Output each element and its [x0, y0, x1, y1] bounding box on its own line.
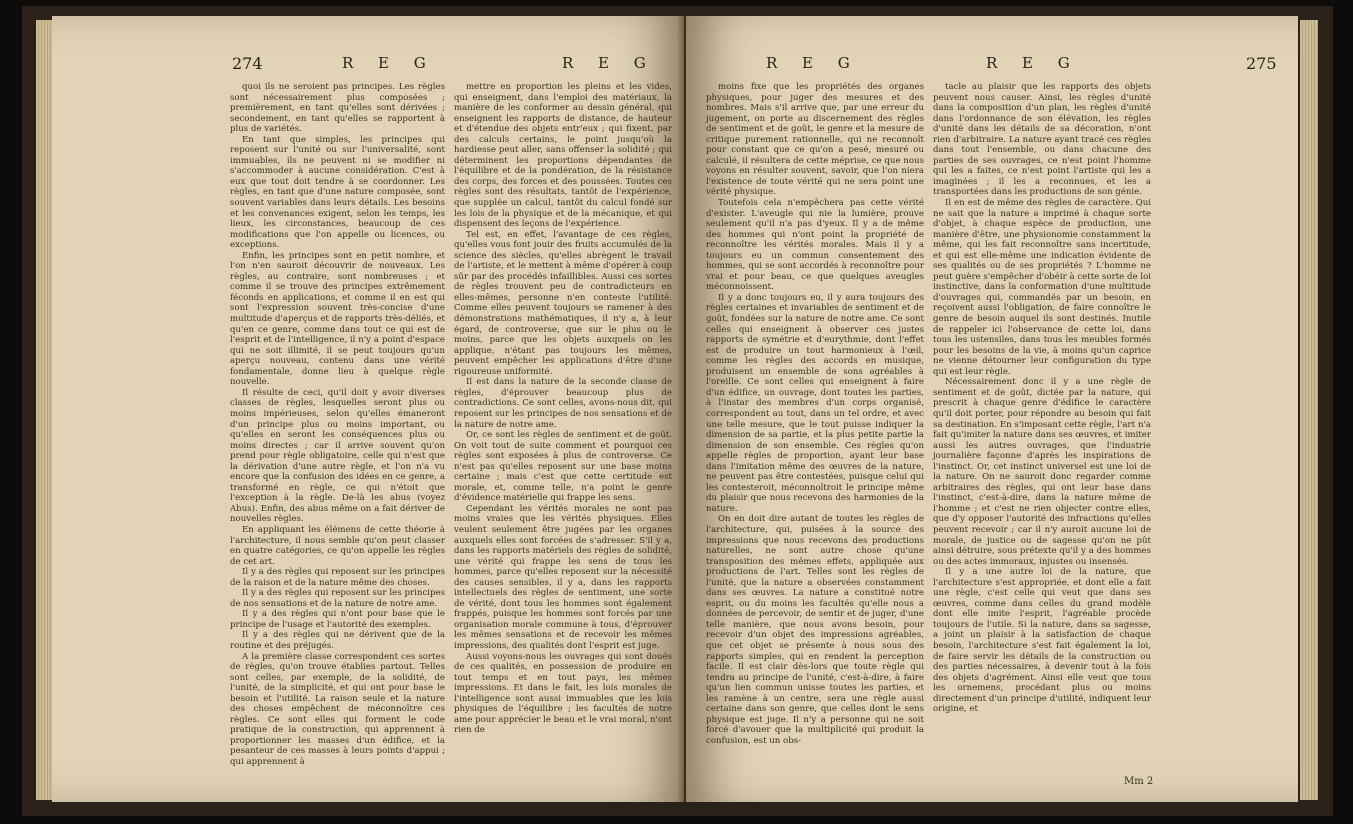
text-column-2 — [454, 82, 672, 736]
text-column-1 — [706, 82, 924, 746]
paragraph: Il y a donc toujours eu, il y aura toujours des règles certaines et invariables de sentiment et de goût, fondées sur la nature de notre ame. Ce sont celles qui enseignent à observer ces justes rapports de symétrie et d'eurythmie, dont l'effet est de produire un tout harmonieux à l'œil, comme les règles des accords en musique, produisent un ensemble de sons agréables à l'oreille. Ce sont celles qui enseignent à faire d'un édifice, un ouvrage, dont toutes les parties, à l'instar des membres d'un corps organisé, correspondent au tout, dans un tel ordre, et avec une telle mesure, que le tout puisse indiquer la dimension de sa partie, et la plus petite partie la dimension de son ensemble. Ces règles qu'on appelle règles de proportion, ayant leur base dans l'imitation même des œuvres de la nature, ne peuvent pas être contestées, puisque celui qui les contesteroit, méconnoîtroit le principe même du plaisir que nous recevons des harmonies de la nature. — [706, 292, 924, 514]
running-head: R E G — [766, 54, 860, 72]
left-page — [52, 16, 684, 802]
paragraph: Il y a des règles qui ne dérivent que de la routine et des préjugés. — [230, 630, 445, 651]
paragraph: Cependant les vérités morales ne sont pas moins vraies que les vérités physiques. Elles veulent seulement être jugées par les organes auxquels elles sont forcées de s'adresser. S'il y a, dans les rapports matériels des règles de solidité, une vérité qui frappe les sens de tous les hommes, parce qu'elles reposent sur la nécessité des causes sensibles, il y a, dans les rapports intellectuels des règles de sentiment, une sorte de vérité, dont tous les hommes sont également frappés, puisque les hommes sont forcés par une organisation morale commune à tous, d'éprouver les mêmes sensations et de recevoir les mêmes impressions, des qualités dont l'esprit est juge. — [454, 503, 672, 651]
paragraph: tacle au plaisir que les rapports des objets peuvent nous causer. Ainsi, les règles d'unité dans la composition d'un plan, les règles d'unité dans l'ordonnance de son élévation, les règles d'unité dans les détails de sa décoration, n'ont rien d'arbitraire. La nature ayant tracé ces règles dans tout l'ensemble, ou dans chacune des parties de ses ouvrages, ce n'est point l'homme qui les a faites, ce n'est point l'artiste qui les a imaginées ; il les a reconnues, et les a transportées dans les productions de son génie. — [933, 82, 1151, 198]
page-number: 274 — [232, 54, 263, 73]
paragraph: Il en est de même des règles de caractère. Qui ne sait que la nature a imprimé à chaque sorte d'objet, à chaque espèce de production, une manière d'être, une physionomie constamment la même, qui les fait reconnoître sans incertitude, et qui est elle-même une indication évidente de ses qualités ou de ses propriétés ? L'homme ne peut guère s'empêcher d'obéir à cette sorte de loi instinctive, dans la conformation d'une multitude d'ouvrages qui, commandés par un besoin, en reçoivent aussi l'obligation, de faire connoître le genre de besoin auquel ils sont destinés. Inutile de rappeler ici l'observance de cette loi, dans tous les ustensiles, dans tous les meubles formés pour les besoins de la vie, à moins qu'un caprice ne vienne détourner leur configuration du type qui est leur règle. — [933, 198, 1151, 377]
paragraph: Il y a des règles qui reposent sur les principes de nos sensations et de la nature de notre ame. — [230, 588, 445, 609]
paragraph: Il y a des règles qui n'ont pour base que le principe de l'usage et l'autorité des exemples. — [230, 609, 445, 630]
open-book — [22, 6, 1333, 816]
running-head: R E G — [342, 54, 436, 72]
paragraph: On en doit dire autant de toutes les règles de l'architecture, qui, puisées à la source des impressions que nous recevons des productions naturelles, ne sont autre chose qu'une transposition des mêmes effets, appliquée aux productions de l'art. Telles sont les règles de l'unité, que la nature a observées constamment dans ses œuvres. La nature a constitué notre esprit, ou du moins les facultés qu'elle nous a données de percevoir, de sentir et de juger, d'une telle manière, que nous avons besoin, pour recevoir d'un objet des impressions agréables, que cet objet se présente à nous sous des rapports simples, qui en rendent la perception facile. Il est clair dès-lors que toute règle qui tendra au principe de l'unité, c'est-à-dire, à faire qu'un lien commun unisse toutes les parties, et les ramène à un centre, sera une règle aussi certaine dans son genre, que celles dont le sens physique est juge. Il n'y a personne qui ne soit forcé d'avouer que la multiplicité qui produit la confusion, est un obs- — [706, 514, 924, 746]
paragraph: Il y a une autre loi de la nature, que l'architecture s'est appropriée, et dont elle a fait une règle, c'est celle qui veut que dans ses œuvres, comme dans celles du grand modèle dont elle imite l'esprit, l'agréable procède toujours de l'utile. Si la nature, dans sa sagesse, a joint un plaisir à la satisfaction de chaque besoin, l'architecture s'est fait également la loi, de faire servir les détails de la construction ou des parties nécessaires, à devenir tout à la fois des objets d'agrément. Ainsi elle veut que tous les ornemens, procédant plus ou moins directement d'un principe d'utilité, indiquent leur origine, et — [933, 567, 1151, 715]
right-page — [686, 16, 1298, 802]
paragraph: Enfin, les principes sont en petit nombre, et l'on n'en sauroit découvrir de nouveaux. Les règles, au contraire, sont nombreuses ; et comme il se trouve des principes extrêmement féconds en applications, et comme il en est qui sont l'expression souvent très-concise d'une multitude d'aperçus et de rapports très-déliés, et qu'en ce genre, comme dans tout ce qui est de l'esprit et de l'intelligence, il n'y a point d'espace qui ne soit illimité, il se peut toujours qu'un aperçu nouveau, contenu dans une vérité fondamentale, donne lieu à quelque règle nouvelle. — [230, 250, 445, 388]
paragraph: En appliquant les élémens de cette théorie à l'architecture, il nous semble qu'on peut classer en quatre catégories, ce qu'on appelle les règles de cet art. — [230, 524, 445, 567]
page-number: 275 — [1246, 54, 1277, 73]
running-head: R E G — [562, 54, 656, 72]
paragraph: Nécessairement donc il y a une règle de sentiment et de goût, dictée par la nature, qui prescrit à chaque genre d'édifice le caractère qu'il doit porter, pour répondre au besoin qui fait sa destination. En s'imposant cette règle, l'art n'a fait qu'imiter la nature dans ses œuvres, et imiter aussi les autres ouvrages, que l'industrie journalière façonne d'après les inspirations de l'instinct. Or, cet instinct universel est une loi de la nature. On ne sauroit donc regarder comme arbitraires des règles, qui ont leur base dans l'instinct, c'est-à-dire, dans la nature même de l'homme ; et c'est ne rien objecter contre elles, que d'y opposer l'autorité des infractions qu'elles peuvent recevoir ; car il n'y auroit aucune loi de morale, de justice ou de sagesse qu'on ne pût ainsi détruire, sous prétexte qu'il y a des hommes ou des actes immoraux, injustes ou insensés. — [933, 377, 1151, 567]
paragraph: A la première classe correspondent ces sortes de règles, qu'on trouve établies partout. Telles sont celles, par exemple, de la solidité, de l'unité, de la simplicité, et qui ont pour base le besoin et l'utilité. La raison seule et la nature des choses empêchent de méconnoître ces règles. Ce sont elles qui forment le code pratique de la construction, qui apprennent à proportionner les masses d'un édifice, et la pesanteur de ces masses à leurs points d'appui ; qui apprennent à — [230, 651, 445, 767]
paragraph: Tel est, en effet, l'avantage de ces règles, qu'elles vous font jouir des fruits accumulés de la science des siècles, qu'elles abrègent le travail de l'artiste, et le mettent à même d'opérer à coup sûr par des procédés infaillibles. Aussi ces sortes de règles trouvent peu de contradicteurs en elles-mêmes, personne n'en conteste l'utilité. Comme elles peuvent toujours se ramener à des démonstrations mathématiques, il n'y a, à leur égard, de controverse, que sur le plus ou le moins, parce que les objets auxquels on les applique, n'étant pas toujours les mêmes, peuvent empêcher les applications d'être d'une rigoureuse uniformité. — [454, 229, 672, 377]
paragraph: Aussi voyons-nous les ouvrages qui sont doués de ces qualités, en possession de produire en tout temps et en tout pays, les mêmes impressions. Et dans le fait, les lois morales de l'intelligence sont aussi immuables que les lois physiques de l'équilibre ; les facultés de notre ame pour apprécier le beau et le vrai moral, n'ont rien de — [454, 651, 672, 736]
text-column-1 — [230, 82, 445, 768]
paragraph: Il est dans la nature de la seconde classe de règles, d'éprouver beaucoup plus de contradictions. Ce sont celles, avons-nous dit, qui reposent sur les principes de nos sensations et de la nature de notre ame. — [454, 377, 672, 430]
paragraph: moins fixe que les propriétés des organes physiques, pour juger des mesures et des nombres. Mais s'il arrive que, par une erreur du jugement, on porte au discernement des règles de sentiment et de goût, le genre et la mesure de critique purement rationnelle, qui ne reconnoît pour constant que ce qu'on a pesé, mesuré ou calculé, il résultera de cette méprise, ce que nous voyons en résulter souvent, savoir, que l'on niera l'existence de toute vérité qui ne sera point une vérité physique. — [706, 82, 924, 198]
paragraph: Il y a des règles qui reposent sur les principes de la raison et de la nature même des choses. — [230, 567, 445, 588]
right-page-edge — [1300, 20, 1318, 800]
paragraph: mettre en proportion les pleins et les vides, qui enseignent, dans l'emploi des matériaux, la manière de les conformer au dessin général, qui enseignent les rapports de distance, de hauteur et d'étendue des objets entr'eux ; qui fixent, par des calculs certains, le point jusqu'où la hardiesse peut aller, sans offenser la solidité ; qui déterminent les proportions dépendantes de l'équilibre et de la pondération, de la résistance des corps, des forces et des poussées. Toutes ces règles sont des résultats, tantôt de l'expérience, que supplée un calcul, tantôt du calcul fondé sur les lois de la physique et de la mécanique, et qui dispensent des leçons de l'expérience. — [454, 82, 672, 230]
paragraph: Or, ce sont les règles de sentiment et de goût. On voit tout de suite comment et pourquoi ces règles sont exposées à plus de controverse. Ce n'est pas qu'elles reposent sur une base moins certaine ; mais c'est que cette certitude est morale, et, comme telle, n'a point le genre d'évidence matérielle qui frappe les sens. — [454, 430, 672, 504]
paragraph: quoi ils ne seroient pas principes. Les règles sont nécessairement plus composées ; premièrement, en tant qu'elles sont dérivées ; secondement, en tant qu'elles se rapportent à plus de variétés. — [230, 82, 445, 135]
paragraph: Il résulte de ceci, qu'il doit y avoir diverses classes de règles, lesquelles seront plus ou moins impérieuses, selon qu'elles émaneront d'un principe plus ou moins important, ou qu'elles en seront les conséquences plus ou moins directes ; car il arrive souvent qu'on prend pour règle obligatoire, celle qui n'est que la dérivation d'une autre règle, et l'on n'a vu encore que la confusion des idées en ce genre, a transformé en règle, ce qui n'étoit que l'exception à la règle. De-là les abus (voyez Abus). Enfin, des abus même on a fait dériver de nouvelles règles. — [230, 387, 445, 525]
catchword: Mm 2 — [1124, 776, 1154, 787]
running-head: R E G — [986, 54, 1080, 72]
text-column-2 — [933, 82, 1151, 715]
paragraph: En tant que simples, les principes qui reposent sur l'unité ou sur l'universalité, sont immuables, ils ne peuvent ni se modifier ni s'accommoder à aucune considération. C'est à eux que tout doit tendre à se coordonner. Les règles, en tant que d'une nature composée, sont souvent variables dans leurs détails. Les besoins et les convenances exigent, selon les temps, les lieux, les circonstances, beaucoup de ces modifications que l'on appelle ou licences, ou exceptions. — [230, 134, 445, 251]
paragraph: Toutefois cela n'empêchera pas cette vérité d'exister. L'aveugle qui nie la lumière, prouve seulement qu'il n'a pas d'yeux. Il y a de même des hommes qui n'ont point la propriété de reconnoître les vérités morales. Mais il y a toujours eu un commun consentement des hommes, qui se sont accordés à reconnoître pour vrai et pour beau, ce que quelques aveugles méconnoissent. — [706, 198, 924, 293]
